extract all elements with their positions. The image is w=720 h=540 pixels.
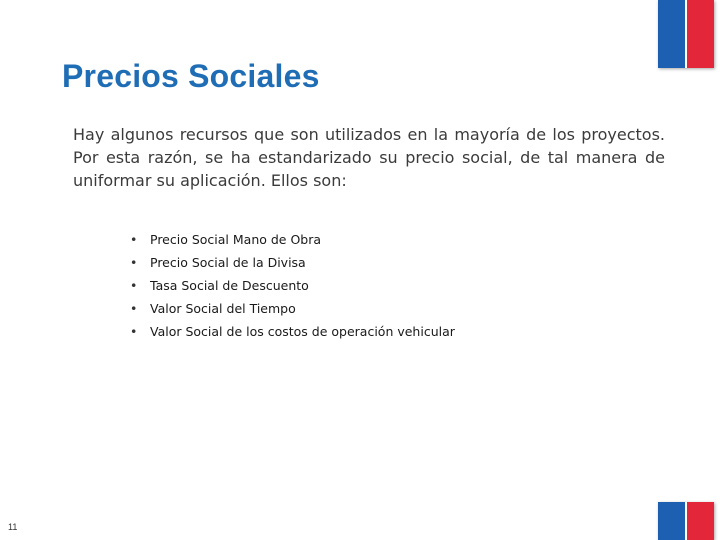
bullet-item: • Valor Social del Tiempo bbox=[130, 297, 455, 320]
intro-paragraph: Hay algunos recursos que son utilizados en la mayoría de los proyectos. Por esta razón, se ha estandarizado su precio social, de tal manera de uniformar su aplicación. Ellos son: bbox=[73, 125, 665, 190]
flag-red-band bbox=[687, 502, 714, 540]
flag-blue-band bbox=[658, 0, 685, 68]
flag-logo-top bbox=[658, 0, 714, 68]
slide-title: Precios Sociales bbox=[62, 58, 320, 94]
bullet-item: • Precio Social de la Divisa bbox=[130, 251, 455, 274]
bullet-list bbox=[130, 228, 455, 343]
bullet-item: • Tasa Social de Descuento bbox=[130, 274, 455, 297]
page-number: 11 bbox=[8, 522, 18, 532]
flag-logo-bottom bbox=[658, 502, 714, 540]
flag-red-band bbox=[687, 0, 714, 68]
flag-blue-band bbox=[658, 502, 685, 540]
bullet-item: • Valor Social de los costos de operación vehicular bbox=[130, 320, 455, 343]
bullet-item: • Precio Social Mano de Obra bbox=[130, 228, 455, 251]
